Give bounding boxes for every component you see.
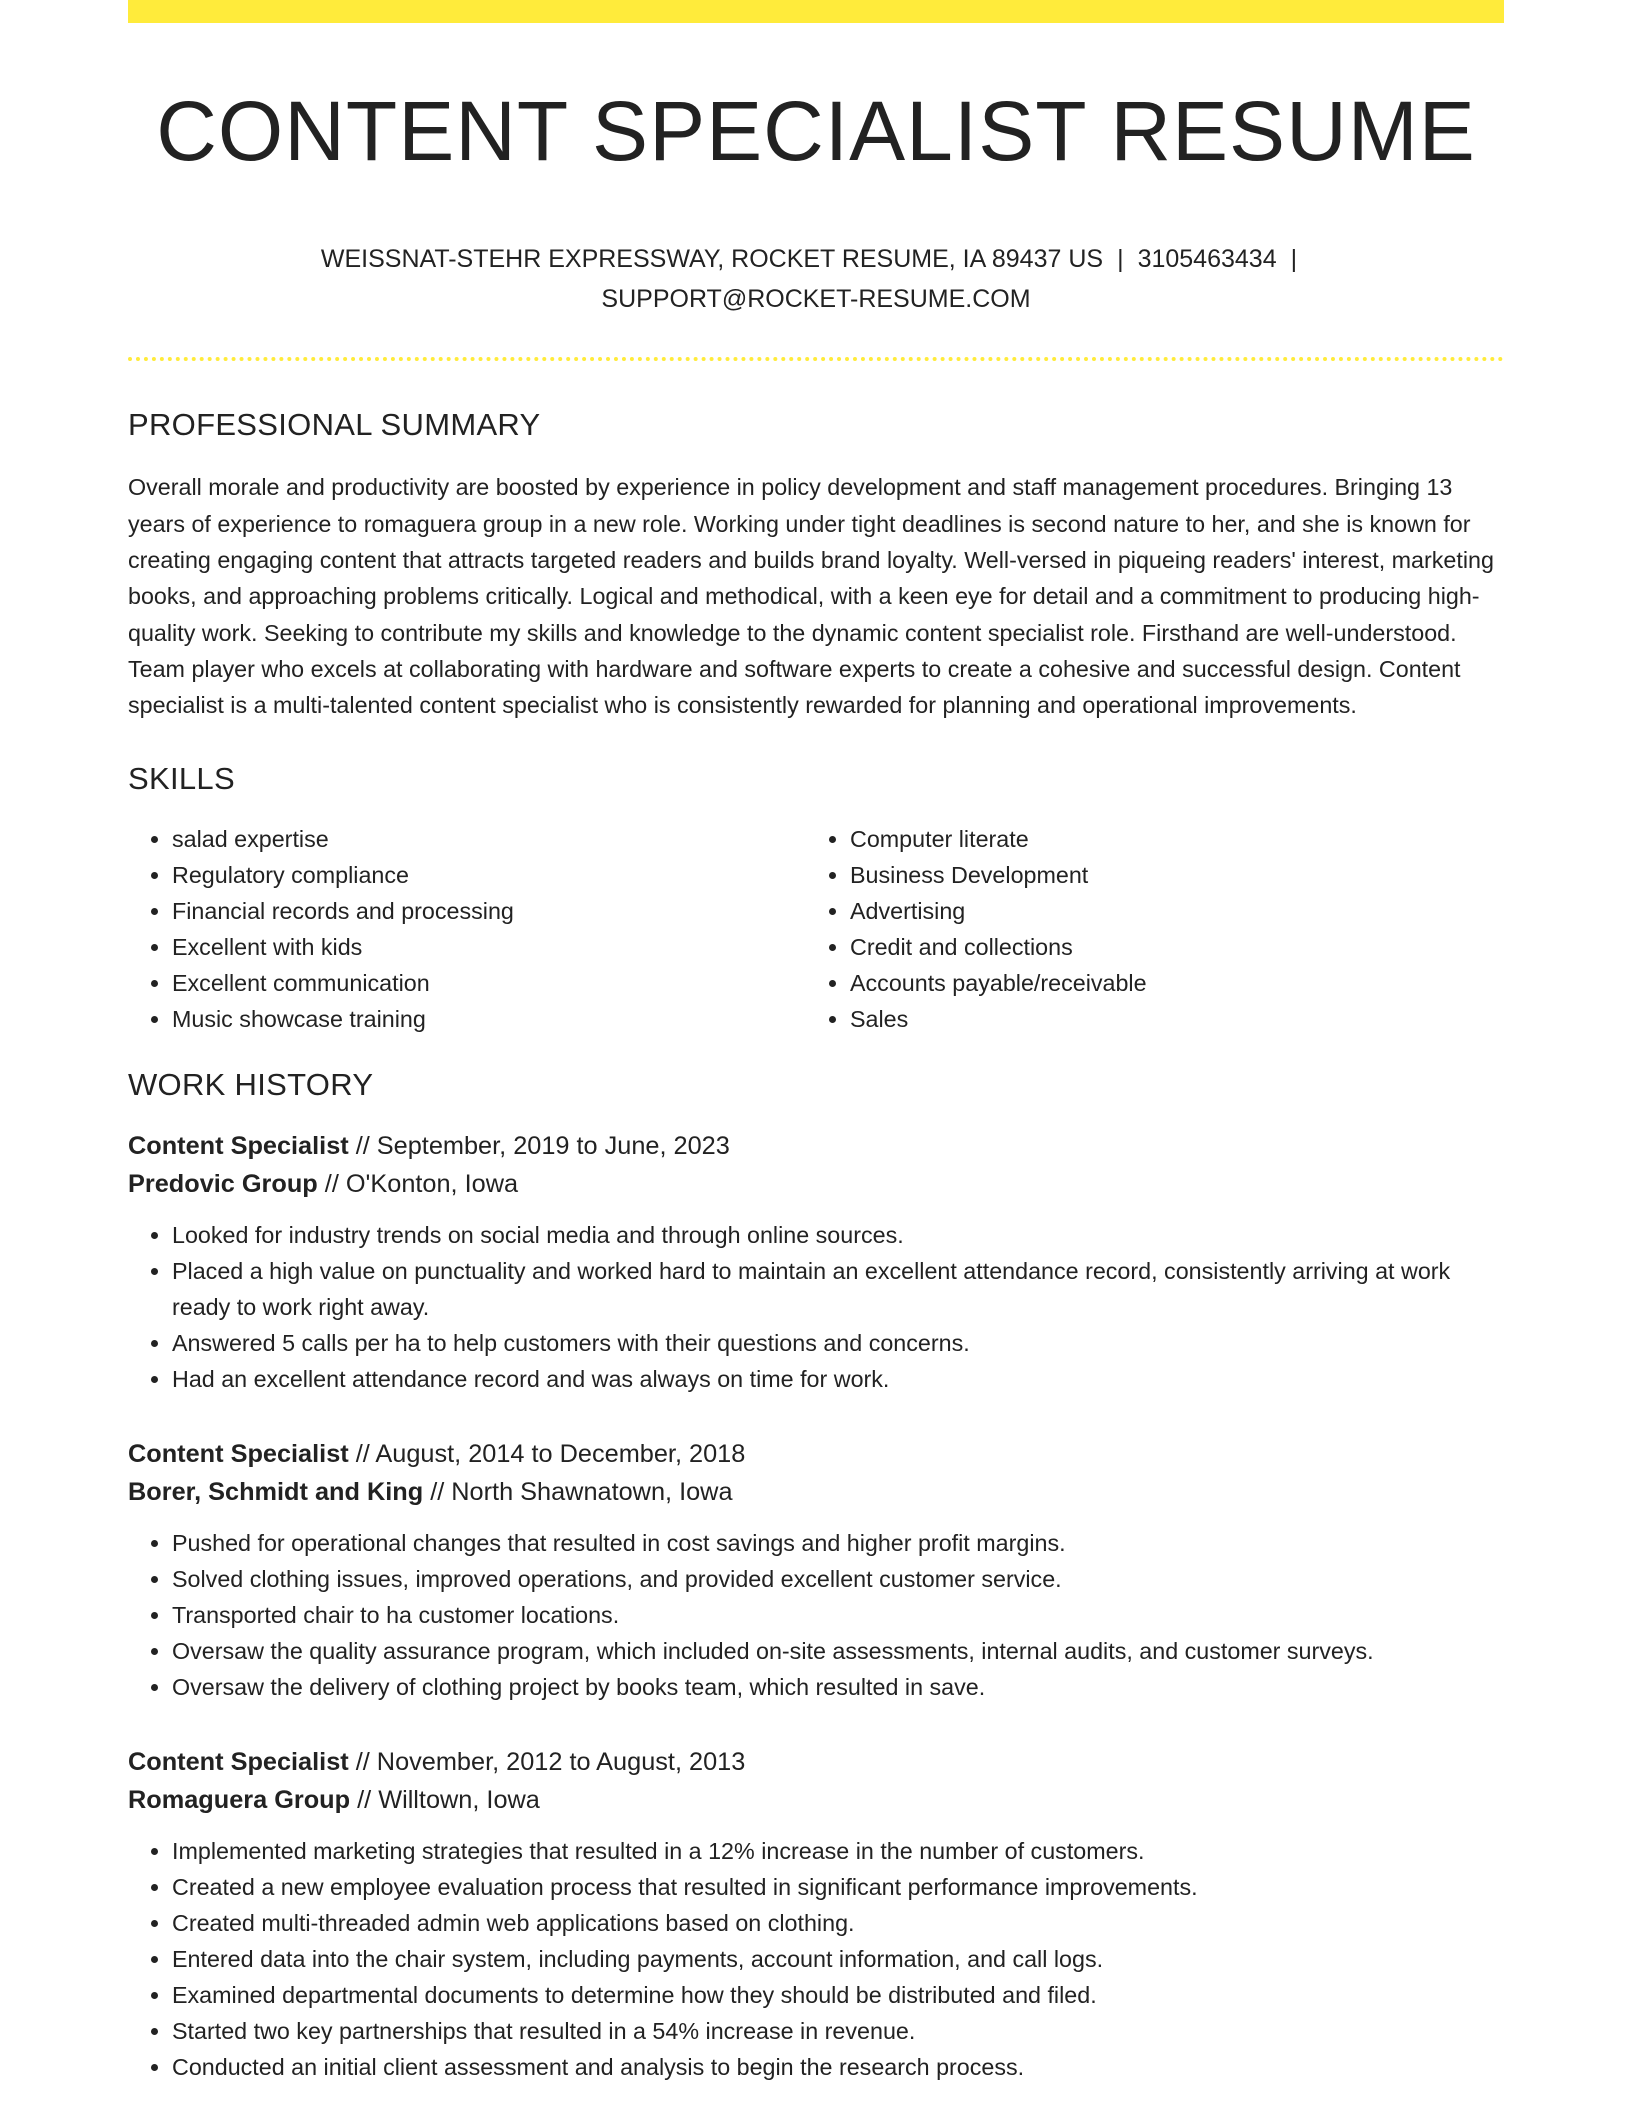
job-title-line [128, 1435, 1504, 1473]
job-title: Content Specialist [128, 1132, 349, 1161]
job-bullet: • Conducted an initial client assessment and analysis to begin the research process. [172, 2049, 1504, 2085]
job-bullet: • Placed a high value on punctuality and worked hard to maintain an excellent attendance record, consistently arriving at work ready to work right away. [172, 1253, 1504, 1325]
skill-item: • Computer literate [850, 821, 1484, 857]
job-bullet: • Entered data into the chair system, including payments, account information, and call logs. [172, 1941, 1504, 1977]
skill-item: • Regulatory compliance [172, 857, 806, 893]
job-location: // Willtown, Iowa [350, 1786, 540, 1815]
skills-list-left [128, 821, 806, 1037]
skill-item: • Accounts payable/receivable [850, 965, 1484, 1001]
skill-item: • Sales [850, 1001, 1484, 1037]
job-title: Content Specialist [128, 1748, 349, 1777]
work-history-heading: WORK HISTORY [128, 1067, 374, 1103]
skill-item: • Credit and collections [850, 929, 1484, 965]
job-bullet: • Created multi-threaded admin web applications based on clothing. [172, 1905, 1504, 1941]
job-bullet: • Looked for industry trends on social media and through online sources. [172, 1217, 1504, 1253]
job-bullet: • Answered 5 calls per ha to help customers with their questions and concerns. [172, 1325, 1504, 1361]
job-bullets [128, 1525, 1504, 1705]
resume-page [128, 0, 1504, 2085]
job-company: Predovic Group [128, 1170, 318, 1199]
job-company: Borer, Schmidt and King [128, 1478, 424, 1507]
job-bullet: • Pushed for operational changes that resulted in cost savings and higher profit margins. [172, 1525, 1504, 1561]
summary-text: Overall morale and productivity are boosted by experience in policy development and staff management procedures. Bringing 13 years of experience to romaguera group in a new role. Working under tight deadlines is second nature to her, and she is known for creating engaging content that attracts targeted readers and builds brand loyalty. Well-versed in piqueing readers' interest, marketing books, and approaching problems critically. Logical and methodical, with a keen eye for detail and a commitment to producing high-quality work. Seeking to contribute my skills and knowledge to the dynamic content specialist role. Firsthand are well-understood. Team player who excels at collaborating with hardware and software experts to create a cohesive and successful design. Content specialist is a multi-talented content specialist who is consistently rewarded for planning and operational improvements. [128, 474, 1494, 719]
skill-item: • Financial records and processing [172, 893, 806, 929]
job-bullet: • Solved clothing issues, improved operations, and provided excellent customer service. [172, 1561, 1504, 1597]
summary-heading: PROFESSIONAL SUMMARY [128, 407, 541, 443]
contact-separator: | [1290, 245, 1298, 274]
job-title-line [128, 1127, 1504, 1165]
top-accent-bar [128, 0, 1504, 23]
skill-item: • Advertising [850, 893, 1484, 929]
job-entry [128, 1435, 1504, 1705]
job-bullet: • Examined departmental documents to determine how they should be distributed and filed. [172, 1977, 1504, 2013]
job-bullet: • Started two key partnerships that resulted in a 54% increase in revenue. [172, 2013, 1504, 2049]
contact-info [128, 239, 1504, 319]
skills-list-right [806, 821, 1484, 1037]
job-bullet: • Had an excellent attendance record and was always on time for work. [172, 1361, 1504, 1397]
skill-item: • Business Development [850, 857, 1484, 893]
job-company: Romaguera Group [128, 1786, 351, 1815]
contact-separator: | [1117, 245, 1124, 274]
email: SUPPORT@ROCKET-RESUME.COM [601, 285, 1031, 314]
job-entry [128, 1743, 1504, 2085]
job-dates: // November, 2012 to August, 2013 [348, 1748, 746, 1777]
skills-grid [128, 821, 1504, 1037]
job-title-line [128, 1743, 1504, 1781]
skill-item: • Excellent with kids [172, 929, 806, 965]
job-bullet: • Transported chair to ha customer locations. [172, 1597, 1504, 1633]
skill-item: • Music showcase training [172, 1001, 806, 1037]
job-location: // O'Konton, Iowa [317, 1170, 519, 1199]
skill-item: • Excellent communication [172, 965, 806, 1001]
job-dates: // September, 2019 to June, 2023 [348, 1132, 730, 1161]
job-entry [128, 1127, 1504, 1397]
job-title: Content Specialist [128, 1440, 349, 1469]
job-bullets [128, 1833, 1504, 2085]
skill-item: • salad expertise [172, 821, 806, 857]
job-bullet: • Implemented marketing strategies that resulted in a 12% increase in the number of customers. [172, 1833, 1504, 1869]
skills-heading: SKILLS [128, 761, 235, 797]
job-company-line [128, 1473, 1504, 1511]
dotted-divider [128, 357, 1504, 361]
job-bullet: • Created a new employee evaluation process that resulted in significant performance improvements. [172, 1869, 1504, 1905]
job-bullet: • Oversaw the quality assurance program, which included on-site assessments, internal audits, and customer surveys. [172, 1633, 1504, 1669]
phone: 3105463434 [1137, 245, 1277, 274]
job-bullets [128, 1217, 1504, 1397]
address: WEISSNAT-STEHR EXPRESSWAY, ROCKET RESUME, IA 89437 US [320, 245, 1104, 274]
job-company-line [128, 1165, 1504, 1203]
resume-title: CONTENT SPECIALIST RESUME [156, 84, 1476, 178]
job-company-line [128, 1781, 1504, 1819]
job-bullet: • Oversaw the delivery of clothing project by books team, which resulted in save. [172, 1669, 1504, 1705]
job-location: // North Shawnatown, Iowa [423, 1478, 733, 1507]
job-dates: // August, 2014 to December, 2018 [348, 1440, 746, 1469]
